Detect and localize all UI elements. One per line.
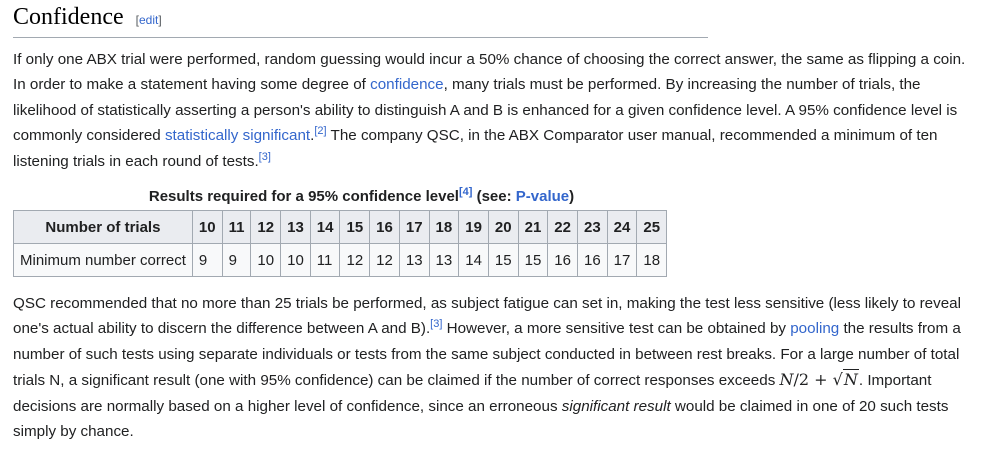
para2-text-3: the results from a number of such tests using separate individuals or tests from the same subject conducted in between rest breaks. For a large number of total trials N, a significant result (one with 95% confidence) can be claimed if the number of correct responses exceeds: [13, 320, 961, 390]
section-heading-row: [13, 0, 708, 38]
math-formula: [780, 370, 859, 389]
trial-count-cell: 22: [548, 211, 578, 244]
min-correct-cell: 12: [370, 244, 400, 277]
trial-count-cell: 16: [370, 211, 400, 244]
reference-3-link[interactable]: [3]: [258, 150, 271, 163]
para1-text-3: .: [310, 127, 315, 145]
min-correct-cell: 18: [637, 244, 667, 277]
trial-count-cell: 19: [459, 211, 489, 244]
paragraph-1: [13, 47, 968, 174]
reference-3b: [430, 318, 442, 330]
trial-count-cell: 20: [488, 211, 518, 244]
table-row-min-correct: [14, 244, 667, 277]
table-row-trials: [14, 211, 667, 244]
significant-result-emphasis: significant result: [561, 397, 671, 415]
reference-3b-link[interactable]: [3]: [430, 318, 443, 331]
results-table: [13, 210, 667, 277]
min-correct-cell: 12: [340, 244, 370, 277]
min-correct-cell: 9: [192, 244, 222, 277]
para2-text-2: However, a more sensitive test can be obtained by: [442, 320, 791, 338]
caption-reference: [459, 186, 472, 198]
reference-2: [314, 125, 326, 137]
edit-bracket-open: [: [135, 13, 139, 27]
row-header-trials: Number of trials: [14, 211, 193, 244]
trial-count-cell: 14: [310, 211, 340, 244]
statistically-significant-link[interactable]: statistically significant: [164, 127, 311, 145]
trial-count-cell: 25: [637, 211, 667, 244]
para2-text-5: would be claimed in one of 20 such tests simply by chance.: [13, 397, 949, 441]
caption-text: Results required for a 95% confidence level: [148, 188, 459, 206]
min-correct-cell: 14: [459, 244, 489, 277]
trial-count-cell: 18: [429, 211, 459, 244]
min-correct-cell: 11: [310, 244, 340, 277]
paragraph-2: [13, 291, 968, 444]
table-caption: [13, 186, 710, 208]
para2-text-4: . Important decisions are normally based on a higher level of confidence, since an erroneous: [13, 372, 932, 415]
min-correct-cell: 15: [488, 244, 518, 277]
p-value-link[interactable]: P-value: [515, 188, 570, 206]
math-sqrt: [833, 367, 859, 392]
min-correct-cell: 10: [281, 244, 311, 277]
caption-see: (see:: [472, 188, 516, 206]
trial-count-cell: 23: [577, 211, 607, 244]
caption-close: ): [569, 188, 575, 206]
trial-count-cell: 17: [399, 211, 429, 244]
min-correct-cell: 9: [222, 244, 251, 277]
para1-text-2: , many trials must be performed. By increasing the number of trials, the likelihood of statistically asserting a person's ability to distinguish A and B is enhanced for a given confidence level. A 95% confidence level is commonly considered: [13, 76, 958, 145]
reference-3: [259, 151, 271, 163]
min-correct-cell: 17: [607, 244, 637, 277]
min-correct-cell: 13: [429, 244, 459, 277]
para2-text-1: QSC recommended that no more than 25 trials be performed, as subject fatigue can set in, making the test less sensitive (less likely to reveal one's actual ability to discern the difference between A and B).: [13, 295, 961, 338]
trial-count-cell: 13: [281, 211, 311, 244]
article-section: [13, 0, 973, 444]
math-n: N: [779, 370, 794, 390]
min-correct-cell: 16: [577, 244, 607, 277]
section-title: Confidence: [13, 4, 124, 30]
edit-section: [136, 13, 162, 27]
reference-2-link[interactable]: [2]: [314, 125, 327, 138]
para1-text-1: If only one ABX trial were performed, random guessing would incur a 50% chance of choosing the correct answer, the same as flipping a coin. In order to make a statement having some degree of: [13, 51, 966, 94]
reference-4-link[interactable]: [4]: [458, 186, 473, 199]
para1-text-4: The company QSC, in the ABX Comparator user manual, recommended a minimum of ten listening trials in each round of tests.: [13, 127, 938, 170]
trial-count-cell: 12: [251, 211, 281, 244]
min-correct-cell: 13: [399, 244, 429, 277]
edit-link[interactable]: edit: [138, 13, 159, 27]
trial-count-cell: 15: [340, 211, 370, 244]
trial-count-cell: 10: [192, 211, 222, 244]
trial-count-cell: 11: [222, 211, 251, 244]
row-label-min-correct: Minimum number correct: [14, 244, 193, 277]
min-correct-cell: 15: [518, 244, 548, 277]
pooling-link[interactable]: pooling: [790, 320, 840, 338]
confidence-link[interactable]: confidence: [370, 76, 444, 94]
trial-count-cell: 24: [607, 211, 637, 244]
sqrt-sign: √: [832, 370, 843, 390]
min-correct-cell: 16: [548, 244, 578, 277]
edit-bracket-close: ]: [158, 13, 162, 27]
math-div-plus: /2 +: [793, 370, 833, 390]
min-correct-cell: 10: [251, 244, 281, 277]
trial-count-cell: 21: [518, 211, 548, 244]
math-n-radicand: N: [843, 370, 858, 390]
